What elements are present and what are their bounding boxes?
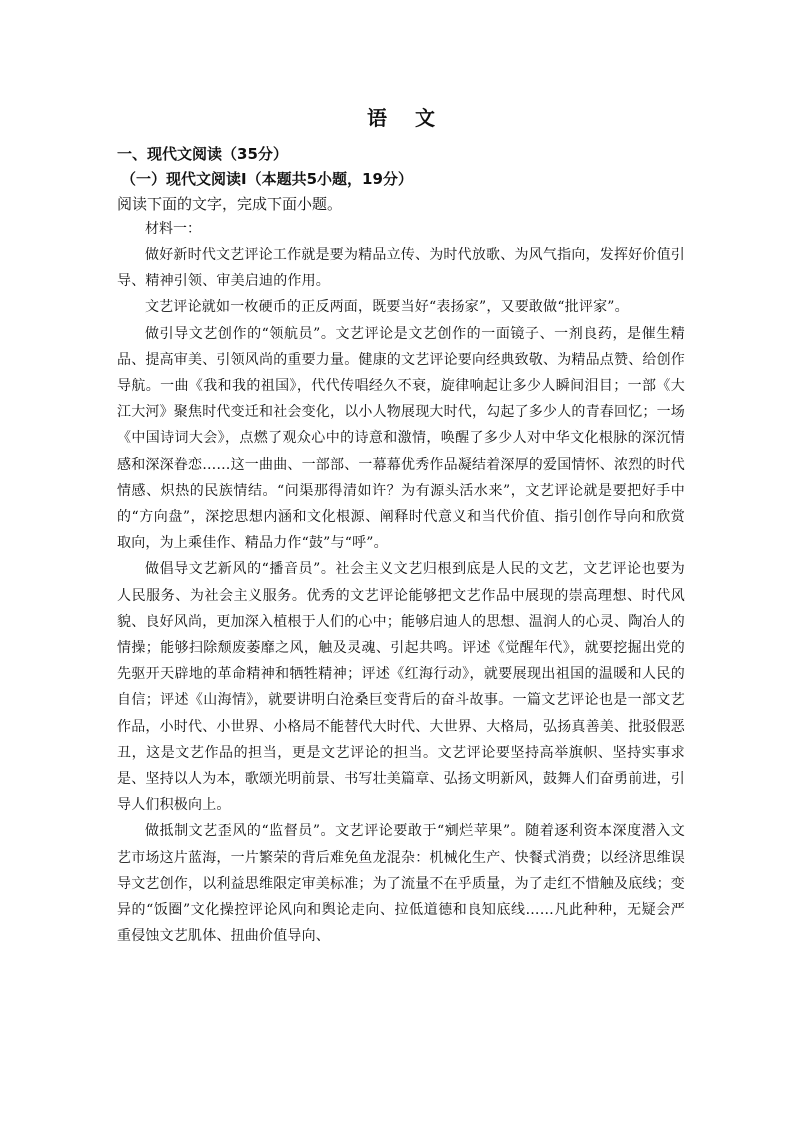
- subsection-heading: （一）现代文阅读Ⅰ（本题共5小题，19分）: [121, 170, 413, 188]
- material-label: 材料一：: [145, 221, 201, 237]
- section-heading: 一、现代文阅读（35分）: [117, 145, 288, 163]
- paragraph-5: 做抵制文艺歪风的“监督员”。文艺评论要敢于“剜烂苹果”。随着逐利资本深度潜入文艺市场这片蓝海，一片繁荣的背后难免鱼龙混杂：机械化生产、快餐式消费；以经济思维误导文艺创作，以利益思维限定审美标准；为了流量不在乎质量，为了走红不惜触及底线；变异的“饭圈”文化操控评论风向和舆论走向、拉低道德和良知底线……凡此种种，无疑会严重侵蚀文艺肌体、扭曲价值导向、: [117, 823, 685, 945]
- document-page: [117, 104, 685, 949]
- document-title: 语文: [367, 106, 463, 130]
- paragraph-1: 做好新时代文艺评论工作就是要为精品立传、为时代放歌、为风气指向，发挥好价值引导、精神引领、审美启迪的作用。: [117, 247, 685, 290]
- paragraph-4: 做倡导文艺新风的“播音员”。社会主义文艺归根到底是人民的文艺，文艺评论也要为人民服务、为社会主义服务。优秀的文艺评论能够把文艺作品中展现的崇高理想、时代风貌、良好风尚，更加深入植根于人们的心中；能够启迪人的思想、温润人的心灵、陶冶人的情操；能够扫除颓废萎靡之风，触及灵魂、引起共鸣。评述《觉醒年代》，就要挖掘出党的先驱开天辟地的革命精神和牺牲精神；评述《红海行动》，就要展现出祖国的温暖和人民的自信；评述《山海情》，就要讲明白沧桑巨变背后的奋斗故事。一篇文艺评论也是一部文艺作品，小时代、小世界、小格局不能替代大时代、大世界、大格局，弘扬真善美、批驳假恶丑，这是文艺作品的担当，更是文艺评论的担当。文艺评论要坚持高举旗帜、坚持实事求是、坚持以人为本，歌颂光明前景、书写壮美篇章、弘扬文明新风，鼓舞人们奋勇前进，引导人们积极向上。: [117, 561, 685, 814]
- paragraph-2: 文艺评论就如一枚硬币的正反两面，既要当好“表扬家”，又要敢做“批评家”。: [145, 299, 629, 316]
- reading-instruction: 阅读下面的文字，完成下面小题。: [117, 195, 343, 213]
- paragraph-3: 做引导文艺创作的“领航员”。文艺评论是文艺创作的一面镜子、一剂良药，是催生精品、提高审美、引领风尚的重要力量。健康的文艺评论要向经典致敬、为精品点赞、给创作导航。一曲《我和我的祖国》，代代传唱经久不衰，旋律响起让多少人瞬间泪目；一部《大江大河》聚焦时代变迁和社会变化，以小人物展现大时代，勾起了多少人的青春回忆；一场《中国诗词大会》，点燃了观众心中的诗意和激情，唤醒了多少人对中华文化根脉的深沉情感和深深眷恋……这一曲曲、一部部、一幕幕优秀作品凝结着深厚的爱国情怀、浓烈的时代情感、炽热的民族情结。“问渠那得清如许？为有源头活水来”，文艺评论就是要把好手中的“方向盘”，深挖思想内涵和文化根源、阐释时代意义和当代价值、指引创作导向和欣赏取向，为上乘佳作、精品力作“鼓”与“呼”。: [117, 325, 685, 552]
